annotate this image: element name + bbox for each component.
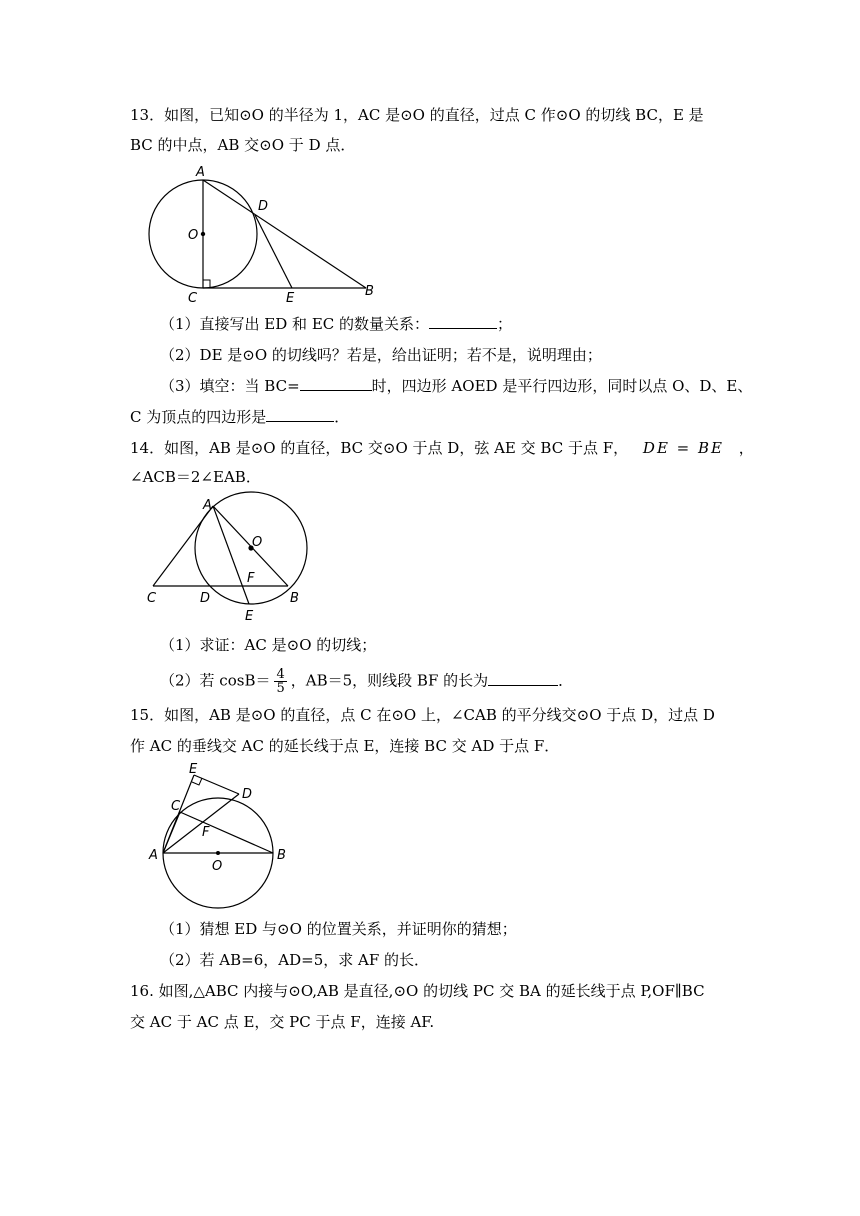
q13-part1-end: ； [497, 315, 513, 333]
q13-line1: 13．如图，已知⊙O 的半径为 1，AC 是⊙O 的直径，过点 C 作⊙O 的切线 BC，E 是 [130, 106, 704, 124]
q14-figure [145, 496, 315, 626]
q15-part2: （2）若 AB=6，AD=5，求 AF 的长． [160, 951, 430, 969]
q15-label-F: F [202, 825, 210, 840]
q14-part1: （1）求证：AC 是⊙O 的切线； [160, 636, 377, 654]
q15-center-dot [216, 851, 220, 855]
q15-line1: 15．如图，AB 是⊙O 的直径，点 C 在⊙O 上，∠CAB 的平分线交⊙O 于点 D，过点 D [130, 706, 715, 724]
q14-part2-text-a: （2）若 cosB＝ [160, 671, 271, 690]
q16-line1: 16. 如图,△ABC 内接与⊙O,AB 是直径,⊙O 的切线 PC 交 BA 的延长线于点 P,OF∥BC [130, 982, 705, 1000]
q14-part2-blank[interactable] [488, 671, 558, 686]
q14-line2: ∠ACB＝2∠EAB． [130, 468, 261, 486]
q14-label-F: F [247, 571, 255, 586]
q15-CB [180, 812, 273, 853]
q13-label-A: A [196, 165, 205, 180]
q13-label-B: B [365, 284, 374, 299]
q13-part2: （2）DE 是⊙O 的切线吗？若是，给出证明；若不是，说明理由； [160, 346, 602, 364]
q14-line1-end: ， [738, 439, 754, 457]
q13-AB [203, 180, 366, 288]
q14-line1-math: DE = BE [642, 439, 724, 457]
q14-fraction-den: 5 [276, 681, 285, 696]
q15-line2: 作 AC 的垂线交 AC 的延长线于点 E，连接 BC 交 AD 于点 F． [130, 737, 560, 755]
q13-part1-text: （1）直接写出 ED 和 EC 的数量关系： [160, 315, 430, 333]
q13-part3-cont [130, 406, 349, 428]
q13-line2: BC 的中点，AB 交⊙O 于 D 点． [130, 136, 356, 154]
q15-label-C: C [171, 799, 181, 814]
q15-label-D: D [242, 787, 253, 802]
q14-fraction-num: 4 [276, 667, 285, 682]
q13-label-D: D [258, 199, 269, 214]
q13-part1 [160, 313, 512, 335]
q14-label-C: C [147, 591, 157, 606]
q13-part3-blank1[interactable] [300, 376, 372, 391]
q14-part2-text-b: ，AB＝5，则线段 BF 的长为 [290, 671, 489, 690]
q14-AE [213, 506, 249, 604]
q15-label-O: O [212, 859, 223, 874]
q14-line1-text: 14．如图，AB 是⊙O 的直径，BC 交⊙O 于点 D，弦 AE 交 BC 于点 F， [130, 439, 629, 457]
q13-part3-text-b: 时，四边形 AOED 是平行四边形，同时以点 O、D、E、 [371, 377, 753, 395]
q13-figure [140, 162, 380, 307]
q14-label-O: O [252, 535, 263, 550]
q14-label-A: A [203, 498, 212, 513]
q14-line1 [130, 437, 754, 459]
q13-part3-text-c: C 为顶点的四边形是 [130, 408, 267, 426]
q13-DE [255, 215, 292, 288]
q13-part3-end: ． [334, 408, 350, 426]
q13-label-C: C [188, 291, 198, 306]
q14-part2 [160, 668, 573, 695]
q14-label-E: E [245, 609, 254, 624]
q15-figure [145, 760, 295, 910]
q14-AC [153, 506, 213, 586]
q13-part3-blank2[interactable] [266, 407, 334, 422]
q13-label-O: O [188, 228, 199, 243]
q13-part1-blank[interactable] [429, 314, 497, 329]
q15-part1: （1）猜想 ED 与⊙O 的位置关系，并证明你的猜想； [160, 920, 517, 938]
q14-label-D: D [200, 591, 211, 606]
q15-ED [194, 775, 239, 794]
q15-label-B: B [277, 848, 286, 863]
q16-line2: 交 AC 于 AC 点 E，交 PC 于点 F，连接 AF. [130, 1013, 435, 1031]
q14-fraction [274, 668, 286, 695]
q15-right-angle [192, 778, 202, 785]
q13-right-angle [203, 280, 210, 288]
q13-label-E: E [286, 291, 295, 306]
q14-part2-end: ． [558, 671, 574, 690]
q14-label-B: B [290, 591, 299, 606]
q13-part3-text-a: （3）填空：当 BC= [160, 377, 300, 395]
q15-label-E: E [189, 762, 198, 777]
q13-center-dot [201, 232, 205, 236]
q13-part3 [160, 375, 752, 397]
q15-label-A: A [149, 848, 158, 863]
